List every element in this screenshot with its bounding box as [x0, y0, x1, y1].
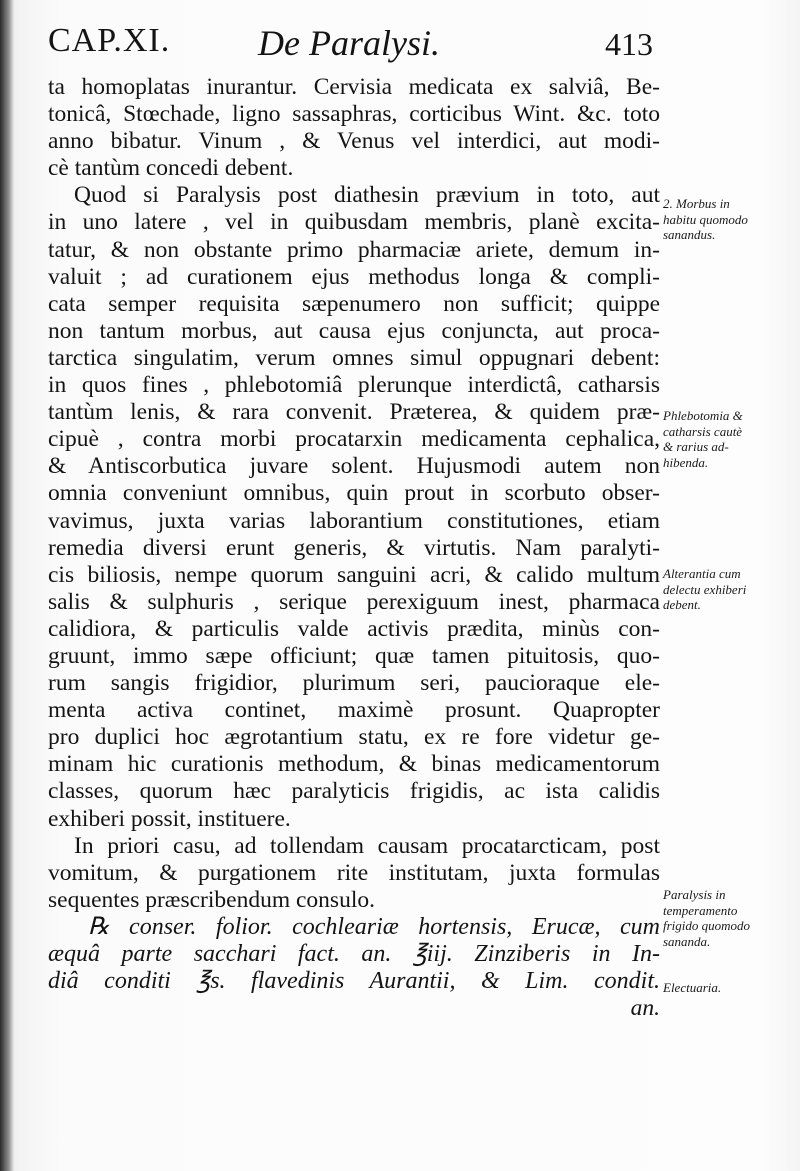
- text-line: menta activa continet, maximè prosunt. Quapropter: [48, 697, 660, 724]
- text-line: ta homoplatas inurantur. Cervisia medicata ex salviâ, Be-: [48, 74, 660, 100]
- margin-note-phlebotomia: [663, 408, 793, 470]
- margin-note-line: debent.: [663, 597, 701, 612]
- recipe-line: diâ conditi ℥s. flavedinis Aurantii, & Lim. condit.: [48, 968, 660, 995]
- text-line: cata semper requisita sæpenumero non sufficit; quippe: [48, 290, 660, 317]
- recipe-line: ℞ conser. folior. cochleariæ hortensis, Erucæ, cum: [88, 913, 660, 940]
- margin-note-morbus: [663, 196, 793, 243]
- text-line: tonicâ, Stœchade, ligno sassaphras, corticibus Wint. &c. toto: [48, 101, 660, 128]
- margin-note-line: frigido quomodo: [663, 918, 751, 933]
- chapter-label: CAP.XI.: [48, 22, 171, 59]
- margin-note-line: Electuaria.: [663, 980, 722, 995]
- margin-note-line: habitu quomodo: [663, 211, 748, 227]
- text-line: in uno latere , vel in quibusdam membris, planè excita-: [48, 209, 660, 236]
- text-line: pro duplici hoc ægrotantium statu, ex re fore videtur ge-: [48, 724, 660, 751]
- text-line: classes, quorum hæc paralyticis frigidis, ac ista calidis: [48, 778, 660, 805]
- margin-note-electuaria: [663, 980, 793, 996]
- margin-note-alterantia: [663, 566, 793, 613]
- margin-note-line: sanandus.: [663, 227, 716, 242]
- text-line: tantùm lenis, & rara convenit. Præterea, & quidem præ-: [48, 399, 660, 426]
- text-line: non tantum morbus, aut causa ejus conjuncta, aut proca-: [48, 317, 660, 344]
- text-line: exhiberi possit, instituere.: [48, 805, 291, 832]
- chapter-title: De Paralysi.: [258, 23, 440, 63]
- text-line: vomitum, & purgationem rite institutam, juxta formulas: [48, 859, 660, 886]
- margin-note-line: Paralysis in: [663, 887, 726, 902]
- running-head: [48, 22, 658, 72]
- text-line: omnia conveniunt omnibus, quin prout in scorbuto obser-: [48, 480, 660, 507]
- margin-note-line: temperamento: [663, 902, 738, 918]
- text-line: In priori casu, ad tollendam causam procatarcticam, post: [74, 832, 660, 859]
- text-line: & Antiscorbutica juvare solent. Hujusmodi autem non: [48, 453, 660, 480]
- text-line: valuit ; ad curationem ejus methodus longa & compli-: [48, 263, 660, 290]
- text-line: cipuè , contra morbi procatarxin medicamenta cephalica,: [48, 426, 660, 453]
- margin-note-paralysis: [663, 887, 793, 949]
- text-line: cis biliosis, nempe quorum sanguini acri, & calido multum: [48, 561, 660, 588]
- text-line: sequentes præscribendum consulo.: [48, 886, 375, 913]
- margin-note-line: Alterantia cum: [663, 566, 741, 581]
- margin-note-line: hibenda.: [663, 454, 709, 470]
- text-line: vavimus, juxta varias laborantium constitutiones, etiam: [48, 507, 660, 534]
- text-line: calidiora, & particulis valde activis prædita, minùs con-: [48, 615, 660, 642]
- text-line: cè tantùm concedi debent.: [48, 155, 294, 182]
- text-line: Quod si Paralysis post diathesin prævium in toto, aut: [74, 182, 660, 209]
- margin-note-line: Phlebotomia &: [663, 408, 743, 423]
- recipe-line: æquâ parte sacchari fact. an. ℥iij. Zinziberis in In-: [48, 941, 660, 967]
- text-line: rum sangis frigidior, plurimum seri, paucioraque ele-: [48, 670, 660, 697]
- text-line: remedia diversi erunt generis, & virtutis. Nam paralyti-: [48, 534, 660, 561]
- text-line: tatur, & non obstante primo pharmaciæ ariete, demum in-: [48, 236, 660, 263]
- text-line: in quos fines , phlebotomiâ plerunque interdictâ, catharsis: [48, 372, 660, 399]
- text-line: gruunt, immo sæpe officiunt; quæ tamen pituitosis, quo-: [48, 642, 660, 669]
- margin-note-line: & rarius ad-: [663, 439, 729, 454]
- margin-note-line: delectu exhiberi: [663, 581, 747, 597]
- margin-note-line: 2. Morbus in: [663, 196, 730, 211]
- text-line: minam hic curationis methodum, & binas medicamentorum: [48, 751, 660, 778]
- text-line: tarctica singulatim, verum omnes simul oppugnari debent:: [48, 344, 660, 371]
- text-line: anno bibatur. Vinum , & Venus vel interdici, aut modi-: [48, 128, 660, 155]
- margin-note-line: catharsis cautè: [663, 423, 743, 439]
- text-line: salis & sulphuris , serique perexiguum inest, pharmaca: [48, 588, 660, 615]
- margin-note-line: sananda.: [663, 933, 711, 949]
- catchword: an.: [630, 995, 660, 1022]
- page-number: 413: [605, 26, 653, 62]
- main-text: [48, 74, 660, 1022]
